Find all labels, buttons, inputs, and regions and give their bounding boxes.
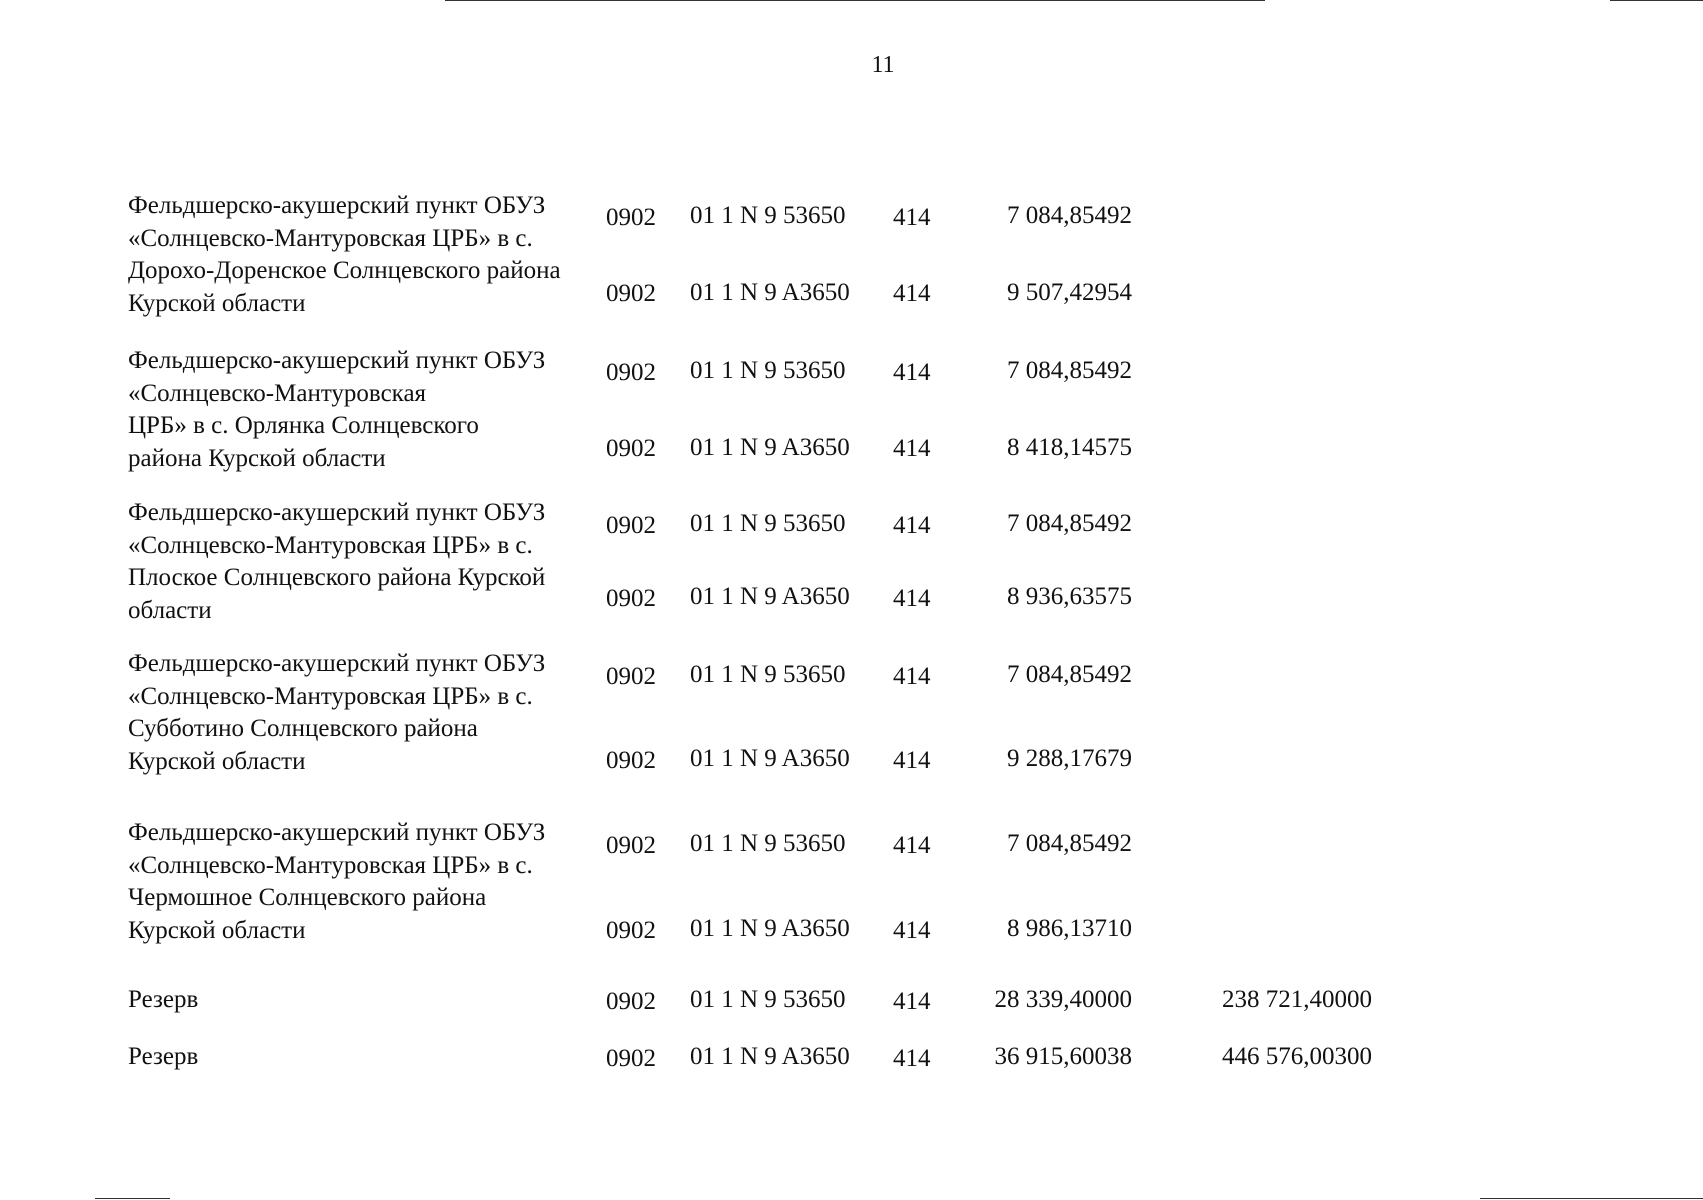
scan-line-top: [445, 0, 1265, 1]
section-code: 0902: [606, 988, 656, 1015]
section-code: 0902: [606, 435, 656, 462]
desc-line: Фельдшерско-акушерский пункт ОБУЗ: [128, 650, 546, 677]
desc-line: Курской области: [128, 747, 306, 775]
reserve-label: Резерв: [128, 986, 199, 1013]
desc-line: Курской области: [128, 916, 306, 944]
section-code: 0902: [606, 204, 656, 231]
expense-type: 414: [893, 832, 931, 859]
amount: 7 084,85492: [1007, 510, 1132, 537]
expense-type: 414: [893, 663, 931, 690]
amount: 7 084,85492: [1007, 202, 1132, 229]
expense-type: 414: [893, 1045, 931, 1072]
target-article: 01 1 N 9 53650: [690, 357, 846, 384]
expense-type: 414: [893, 988, 931, 1015]
desc-line: «Солнцевско-Мантуровская ЦРБ» в с.: [128, 531, 533, 559]
amount: 7 084,85492: [1007, 830, 1132, 857]
section-code: 0902: [606, 747, 656, 774]
expense-type: 414: [893, 747, 931, 774]
amount: 36 915,60038: [994, 1043, 1132, 1070]
section-code: 0902: [606, 512, 656, 539]
total-amount: 446 576,00300: [1222, 1043, 1372, 1070]
desc-line: области: [128, 596, 212, 624]
desc-line: ЦРБ» в с. Орлянка Солнцевского: [128, 412, 479, 439]
entry-description: [128, 190, 598, 320]
amount: 8 418,14575: [1007, 434, 1132, 461]
section-code: 0902: [606, 832, 656, 859]
target-article: 01 1 N 9 A3650: [690, 1043, 850, 1070]
target-article: 01 1 N 9 53650: [690, 830, 846, 857]
amount: 8 936,63575: [1007, 583, 1132, 610]
target-article: 01 1 N 9 53650: [690, 986, 846, 1013]
reserve-label: Резерв: [128, 1043, 199, 1070]
target-article: 01 1 N 9 A3650: [690, 583, 850, 610]
section-code: 0902: [606, 585, 656, 612]
entry-description: [128, 648, 598, 778]
desc-line: «Солнцевско-Мантуровская ЦРБ» в с.: [128, 851, 533, 879]
entry-description: [128, 817, 598, 947]
desc-line: Плоское Солнцевского района Курской: [128, 564, 546, 591]
page-number: 11: [871, 52, 895, 78]
target-article: 01 1 N 9 A3650: [690, 915, 850, 942]
desc-line: района Курской области: [128, 444, 386, 472]
section-code: 0902: [606, 359, 656, 386]
scan-line-top-right: [1610, 0, 1703, 1]
desc-line: Дорохо-Доренское Солнцевского района: [128, 257, 561, 284]
desc-line: Курской области: [128, 289, 306, 317]
entry-description: [128, 345, 598, 475]
expense-type: 414: [893, 435, 931, 462]
expense-type: 414: [893, 280, 931, 307]
desc-line: «Солнцевско-Мантуровская ЦРБ» в с.: [128, 682, 533, 710]
desc-line: Фельдшерско-акушерский пункт ОБУЗ: [128, 819, 546, 846]
expense-type: 414: [893, 585, 931, 612]
expense-type: 414: [893, 917, 931, 944]
desc-line: Чермошное Солнцевского района: [128, 884, 487, 911]
desc-line: Фельдшерско-акушерский пункт ОБУЗ: [128, 499, 546, 526]
expense-type: 414: [893, 204, 931, 231]
total-amount: 238 721,40000: [1222, 986, 1372, 1013]
desc-line: Фельдшерско-акушерский пункт ОБУЗ: [128, 347, 546, 374]
desc-line: «Солнцевско-Мантуровская: [128, 379, 427, 407]
desc-line: Фельдшерско-акушерский пункт ОБУЗ: [128, 192, 546, 219]
target-article: 01 1 N 9 A3650: [690, 434, 850, 461]
section-code: 0902: [606, 663, 656, 690]
target-article: 01 1 N 9 53650: [690, 510, 846, 537]
expense-type: 414: [893, 359, 931, 386]
amount: 28 339,40000: [994, 986, 1132, 1013]
section-code: 0902: [606, 280, 656, 307]
target-article: 01 1 N 9 A3650: [690, 745, 850, 772]
amount: 8 986,13710: [1007, 915, 1132, 942]
scan-line-bottom-right: [1480, 1198, 1703, 1199]
amount: 7 084,85492: [1007, 661, 1132, 688]
desc-line: Субботино Солнцевского района: [128, 715, 478, 742]
amount: 9 507,42954: [1007, 279, 1132, 306]
target-article: 01 1 N 9 A3650: [690, 279, 850, 306]
entry-description: [128, 497, 598, 627]
amount: 7 084,85492: [1007, 357, 1132, 384]
target-article: 01 1 N 9 53650: [690, 661, 846, 688]
scan-line-bottom-left: [95, 1198, 170, 1199]
expense-type: 414: [893, 512, 931, 539]
section-code: 0902: [606, 1045, 656, 1072]
desc-line: «Солнцевско-Мантуровская ЦРБ» в с.: [128, 224, 533, 252]
section-code: 0902: [606, 917, 656, 944]
amount: 9 288,17679: [1007, 745, 1132, 772]
target-article: 01 1 N 9 53650: [690, 202, 846, 229]
